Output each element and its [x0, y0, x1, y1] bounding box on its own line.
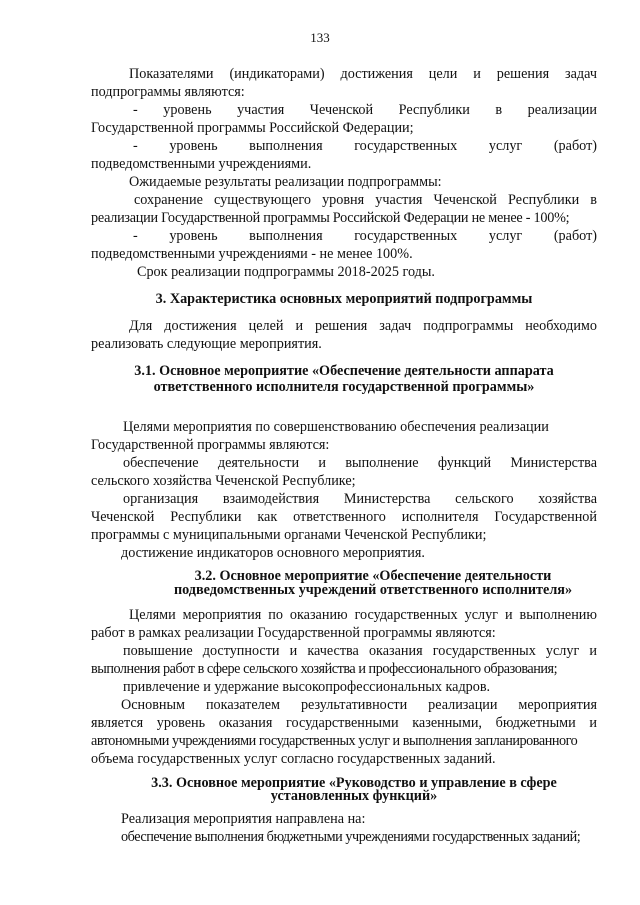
text-line: работ в рамках реализации Государственной программы являются:	[91, 625, 496, 641]
text-line: сельского хозяйства Чеченской Республике;	[91, 473, 356, 489]
text-line: Чеченской Республики как ответственного исполнителя Государственной	[91, 509, 597, 525]
text-line: обеспечение выполнения бюджетными учреждениями государственных заданий;	[121, 829, 581, 845]
subsection-heading: ответственного исполнителя государственной программы»	[153, 379, 535, 395]
text-line: достижение индикаторов основного мероприятия.	[121, 545, 425, 561]
section-heading: 3. Характеристика основных мероприятий подпрограммы	[155, 291, 533, 307]
text-line: Ожидаемые результаты реализации подпрограммы:	[129, 174, 442, 190]
text-line: является уровень оказания государственными казенными, бюджетными и	[91, 715, 597, 731]
text-line: подведомственными учреждениями.	[91, 156, 312, 172]
text-line: Для достижения целей и решения задач подпрограммы необходимо	[129, 318, 597, 334]
text-line: повышение доступности и качества оказания государственных услуг и	[123, 643, 597, 659]
subsection-heading: подведомственных учреждений ответственного исполнителя»	[173, 582, 573, 598]
text-line: реализации Государственной программы Российской Федерации не менее - 100%;	[91, 210, 570, 226]
text-line: Основным показателем результативности реализации мероприятия	[121, 697, 597, 713]
text-line: Целями мероприятия по совершенствованию обеспечения реализации	[123, 419, 549, 435]
text-line: - уровень выполнения государственных услуг (работ)	[133, 138, 597, 154]
subsection-heading: 3.1. Основное мероприятие «Обеспечение деятельности аппарата	[134, 363, 554, 379]
text-line: Государственной программы являются:	[91, 437, 330, 453]
text-line: обеспечение деятельности и выполнение функций Министерства	[123, 455, 597, 471]
subsection-heading: 3.3. Основное мероприятие «Руководство и управление в сфере	[151, 775, 557, 791]
text-line: автономными учреждениями государственных услуг и выполнения запланированного	[91, 733, 578, 749]
text-line: организация взаимодействия Министерства сельского хозяйства	[123, 491, 597, 507]
text-line: выполнения работ в сфере сельского хозяйства и профессионального образования;	[91, 661, 558, 677]
text-line: программы с муниципальными органами Чеченской Республики;	[91, 527, 487, 543]
text-line: - уровень выполнения государственных услуг (работ)	[133, 228, 597, 244]
text-line: - уровень участия Чеченской Республики в реализации	[133, 102, 597, 118]
text-line: Государственной программы Российской Федерации;	[91, 120, 414, 136]
text-line: Показателями (индикаторами) достижения цели и решения задач	[129, 66, 597, 82]
text-line: подведомственными учреждениями - не менее 100%.	[91, 246, 413, 262]
text-line: Срок реализации подпрограммы 2018-2025 годы.	[137, 264, 435, 280]
subsection-heading: 3.2. Основное мероприятие «Обеспечение деятельности	[194, 568, 552, 584]
text-line: подпрограммы являются:	[91, 84, 245, 100]
text-line: сохранение существующего уровня участия Чеченской Республики в	[134, 192, 597, 208]
text-line: Реализация мероприятия направлена на:	[121, 811, 366, 827]
text-line: реализовать следующие мероприятия.	[91, 336, 322, 352]
page-number: 133	[310, 30, 330, 45]
text-line: объема государственных услуг согласно государственных заданий.	[91, 751, 496, 767]
text-line: Целями мероприятия по оказанию государственных услуг и выполнению	[129, 607, 597, 623]
text-line: привлечение и удержание высокопрофессиональных кадров.	[123, 679, 491, 695]
subsection-heading: установленных функций»	[270, 788, 438, 804]
